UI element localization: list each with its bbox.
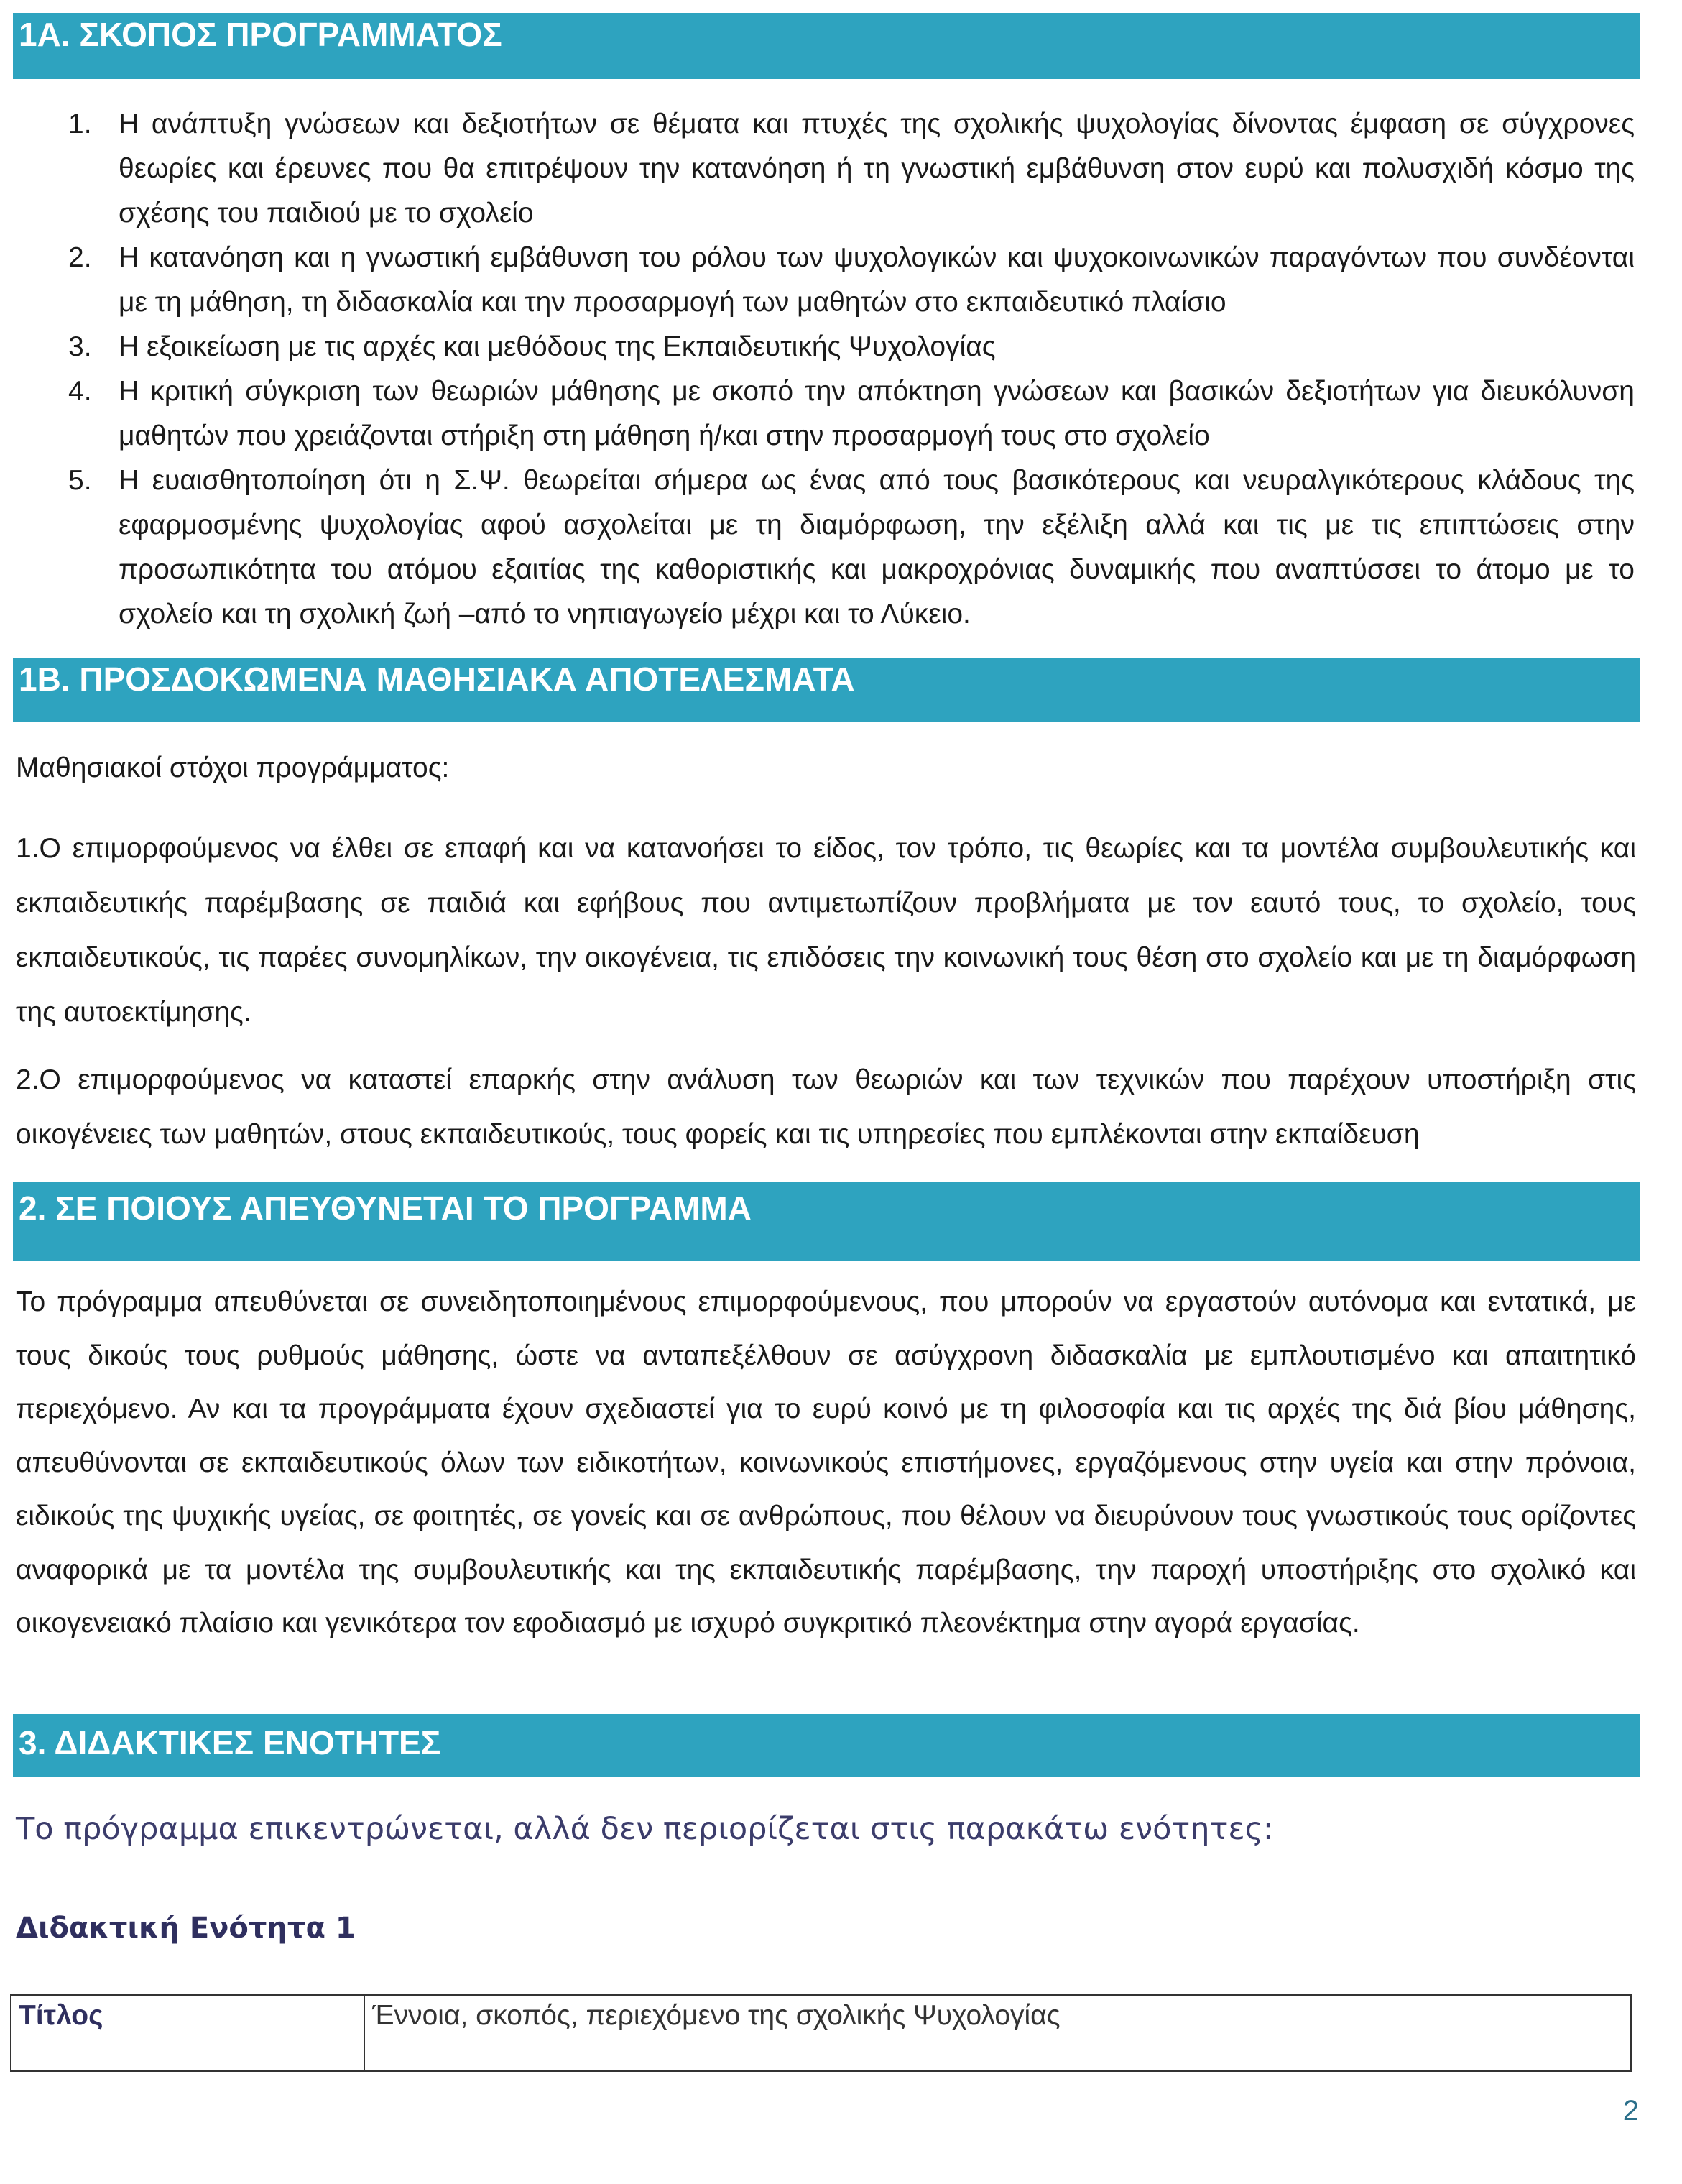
list-item-number: 1.	[68, 109, 92, 139]
list-item-number: 2.	[68, 242, 92, 273]
table-cell-label: Τίτλος	[11, 1995, 364, 2071]
list-item-text: Η εξοικείωση με τις αρχές και μεθόδους της Εκπαιδευτικής Ψυχολογίας	[119, 331, 996, 362]
section-header-3: 3. ΔΙΔΑΚΤΙΚΕΣ ΕΝΟΤΗΤΕΣ	[13, 1714, 1640, 1777]
table-cell-value: Έννοια, σκοπός, περιεχόμενο της σχολικής Ψυχολογίας	[364, 1995, 1631, 2071]
list-item-text: Η κριτική σύγκριση των θεωριών μάθησης με σκοπό την απόκτηση γνώσεων και βασικών δεξιοτήτων για διευκόλυνση μαθητών που χρειάζονται στήριξη στη μάθηση ή/και στην προσαρμογή τους στο σχολείο	[119, 376, 1635, 451]
units-intro: Το πρόγραμμα επικεντρώνεται, αλλά δεν περιορίζεται στις παρακάτω ενότητες:	[16, 1811, 1274, 1847]
list-item	[57, 102, 1635, 236]
section-header-2: 2. ΣΕ ΠΟΙΟΥΣ ΑΠΕΥΘΥΝΕΤΑΙ ΤΟ ΠΡΟΓΡΑΜΜΑ	[13, 1182, 1640, 1261]
audience-paragraph: Το πρόγραμμα απευθύνεται σε συνειδητοποιημένους επιμορφούμενους, που μπορούν να εργαστούν αυτόνομα και εντατικά, με τους δικούς τους ρυθμούς μάθησης, ώστε να ανταπεξέλθουν σε ασύγχρονη διδασκαλία με εμπλουτισμένο και απαιτητικό περιεχόμενο. Αν και τα προγράμματα έχουν σχεδιαστεί για το ευρύ κοινό με τη φιλοσοφία και τις αρχές της διά βίου μάθησης, απευθύνονται σε εκπαιδευτικούς όλων των ειδικοτήτων, κοινωνικούς επιστήμονες, εργαζόμενους στην υγεία και στην πρόνοια, ειδικούς της ψυχικής υγείας, σε φοιτητές, σε γονείς και σε ανθρώπους, που θέλουν να διευρύνουν τους γνωστικούς τους ορίζοντες αναφορικά με τα μοντέλα της συμβουλευτικής και της εκπαιδευτικής παρέμβασης, την παροχή υποστήριξης στο σχολικό και οικογενειακό πλαίσιο και γενικότερα τον εφοδιασμό με ισχυρό συγκριτικό πλεονέκτημα στην αγορά εργασίας.	[16, 1286, 1636, 1639]
unit-title: Διδακτική Ενότητα 1	[16, 1912, 356, 1945]
unit-table	[10, 1994, 1632, 2072]
program-purpose-list	[57, 102, 1635, 637]
learning-goal-2: 2.Ο επιμορφούμενος να καταστεί επαρκής στην ανάλυση των θεωριών και των τεχνικών που παρέχουν υποστήριξη στις οικογένειες των μαθητών, στους εκπαιδευτικούς, τους φορείς και τις υπηρεσίες που εμπλέκονται στην εκπαίδευση	[16, 1064, 1636, 1150]
list-item-text: Η κατανόηση και η γνωστική εμβάθυνση του ρόλου των ψυχολογικών και ψυχοκοινωνικών παραγόντων που συνδέονται με τη μάθηση, τη διδασκαλία και την προσαρμογή των μαθητών στο εκπαιδευτικό πλαίσιο	[119, 242, 1635, 318]
list-item	[57, 325, 1635, 369]
section-header-1a: 1Α. ΣΚΟΠΟΣ ΠΡΟΓΡΑΜΜΑΤΟΣ	[13, 13, 1640, 79]
list-item	[57, 236, 1635, 325]
section-header-1b: 1Β. ΠΡΟΣΔΟΚΩΜΕΝΑ ΜΑΘΗΣΙΑΚΑ ΑΠΟΤΕΛΕΣΜΑΤΑ	[13, 658, 1640, 722]
list-item-text: Η ευαισθητοποίηση ότι η Σ.Ψ. θεωρείται σήμερα ως ένας από τους βασικότερους και νευραλγικότερους κλάδους της εφαρμοσμένης ψυχολογίας αφού ασχολείται με τη διαμόρφωση, την εξέλιξη αλλά και τις με τις επιπτώσεις στην προσωπικότητα του ατόμου εξαιτίας της καθοριστικής και μακροχρόνιας δυναμικής που αναπτύσσει το άτομο με το σχολείο και τη σχολική ζωή –από το νηπιαγωγείο μέχρι και το Λύκειο.	[119, 465, 1635, 630]
list-item-number: 5.	[68, 465, 92, 496]
learning-goals-intro: Μαθησιακοί στόχοι προγράμματος:	[16, 752, 450, 783]
learning-goal-1: 1.Ο επιμορφούμενος να έλθει σε επαφή και να κατανοήσει το είδος, τον τρόπο, τις θεωρίες και τα μοντέλα συμβουλευτικής και εκπαιδευτικής παρέμβασης σε παιδιά και εφήβους που αντιμετωπίζουν προβλήματα με τον εαυτό τους, το σχολείο, τους εκπαιδευτικούς, τις παρέες συνομηλίκων, την οικογένεια, τις επιδόσεις την κοινωνική τους θέση στο σχολείο και με τη διαμόρφωση της αυτοεκτίμησης.	[16, 833, 1636, 1028]
list-item	[57, 369, 1635, 459]
list-item-text: Η ανάπτυξη γνώσεων και δεξιοτήτων σε θέματα και πτυχές της σχολικής ψυχολογίας δίνοντας έμφαση σε σύγχρονες θεωρίες και έρευνες που θα επιτρέψουν την κατανόηση ή τη γνωστική εμβάθυνση στον ευρύ και πολυσχιδή κόσμο της σχέσης του παιδιού με το σχολείο	[119, 109, 1635, 229]
list-item	[57, 459, 1635, 637]
list-item-number: 4.	[68, 376, 92, 407]
list-item-number: 3.	[68, 331, 92, 362]
page-number: 2	[1622, 2095, 1639, 2127]
table-row	[11, 1995, 1631, 2071]
